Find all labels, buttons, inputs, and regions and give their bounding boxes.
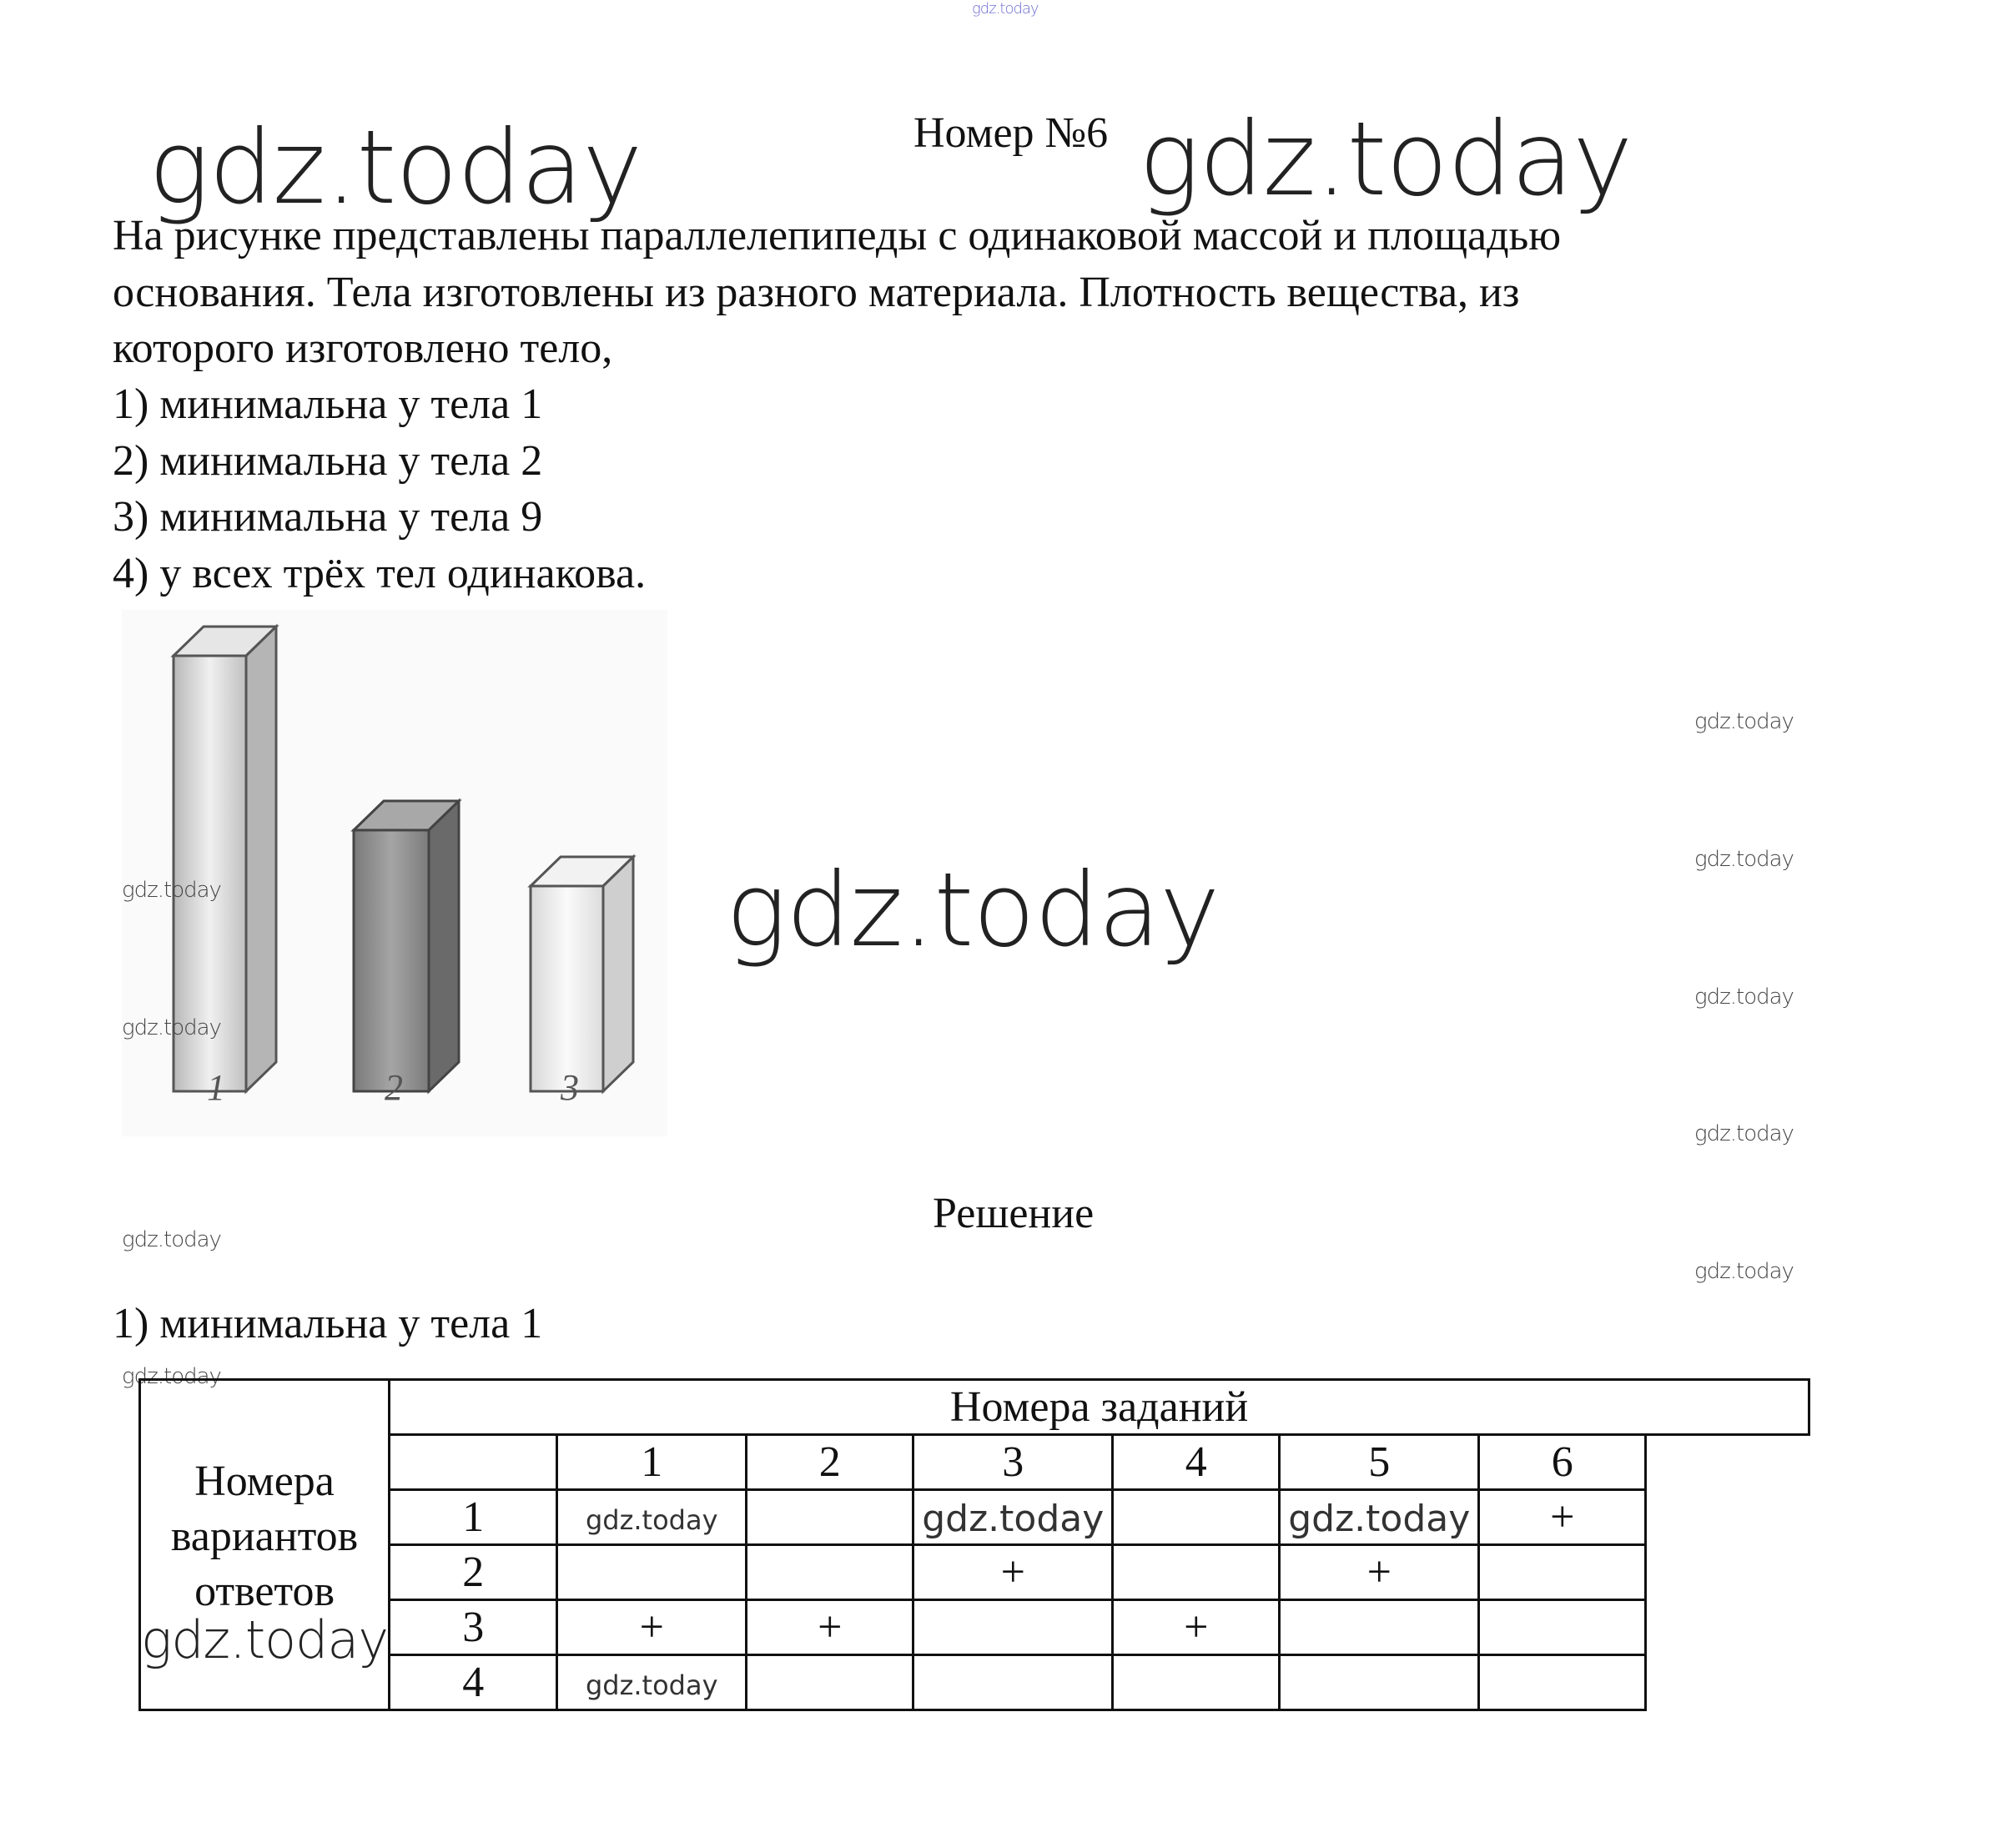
option-4: 4) у всех трёх тел одинакова. xyxy=(113,550,647,597)
watermark: gdz.today xyxy=(1288,1498,1471,1540)
table-cell xyxy=(1113,1490,1280,1545)
watermark: gdz.today xyxy=(1694,1259,1794,1284)
row-label: 3 xyxy=(390,1600,557,1655)
table-cell xyxy=(557,1655,747,1710)
table-cell xyxy=(1280,1490,1479,1545)
option-3: 3) минимальна у тела 9 xyxy=(113,493,543,541)
option-1: 1) минимальна у тела 1 xyxy=(113,380,543,428)
row-header xyxy=(140,1380,390,1710)
row-label: 2 xyxy=(390,1545,557,1600)
watermark: gdz.today xyxy=(122,1015,221,1040)
problem-line: которого изготовлено тело, xyxy=(113,325,613,372)
row-label: 4 xyxy=(390,1655,557,1710)
column-header: 6 xyxy=(1479,1435,1646,1490)
row-header-line: Номера xyxy=(194,1457,335,1505)
table-cell xyxy=(1479,1545,1646,1600)
table-cell: + xyxy=(913,1545,1113,1600)
body-label-2: 2 xyxy=(385,1067,403,1108)
column-header: 5 xyxy=(1280,1435,1479,1490)
table-row xyxy=(140,1490,1809,1545)
watermark: gdz.today xyxy=(122,1364,221,1389)
watermark: gdz.today xyxy=(1694,709,1794,734)
column-header: 1 xyxy=(557,1435,747,1490)
column-header: 3 xyxy=(913,1435,1113,1490)
table-cell xyxy=(1479,1655,1646,1710)
watermark: gdz.today xyxy=(922,1498,1105,1540)
parallelepipeds-figure xyxy=(0,0,684,1151)
row-header-line: вариантов xyxy=(170,1512,359,1560)
row-header-line: ответов xyxy=(194,1567,335,1615)
watermark: gdz.today xyxy=(148,108,642,227)
table-cell: + xyxy=(557,1600,747,1655)
table-cell xyxy=(747,1545,913,1600)
watermark: gdz.today xyxy=(122,878,221,903)
watermark: gdz.today xyxy=(726,851,1220,969)
column-header: 4 xyxy=(1113,1435,1280,1490)
table-cell xyxy=(747,1490,913,1545)
answer-table xyxy=(138,1378,1810,1711)
body-2 xyxy=(354,801,459,1091)
table-cell xyxy=(913,1655,1113,1710)
top-watermark: gdz.today xyxy=(972,0,1039,18)
body-label-1: 1 xyxy=(207,1067,225,1108)
table-cell xyxy=(1479,1600,1646,1655)
table-row xyxy=(140,1545,1809,1600)
watermark: gdz.today xyxy=(141,1609,389,1670)
corner-cell xyxy=(390,1435,557,1490)
column-header: 2 xyxy=(747,1435,913,1490)
watermark: gdz.today xyxy=(585,1504,718,1536)
watermark: gdz.today xyxy=(122,1227,221,1252)
table-cell: + xyxy=(1479,1490,1646,1545)
table-cell: + xyxy=(747,1600,913,1655)
table-cell xyxy=(1280,1655,1479,1710)
table-cell xyxy=(747,1655,913,1710)
page-title: Номер №6 xyxy=(913,109,1109,157)
solution-answer: 1) минимальна у тела 1 xyxy=(113,1300,543,1347)
table-cell xyxy=(1113,1545,1280,1600)
row-label: 1 xyxy=(390,1490,557,1545)
table-cell xyxy=(1113,1655,1280,1710)
table-cell xyxy=(913,1600,1113,1655)
table-row xyxy=(140,1600,1809,1655)
watermark: gdz.today xyxy=(1694,847,1794,872)
table-cell: + xyxy=(1113,1600,1280,1655)
problem-line: На рисунке представлены параллелепипеды с одинаковой массой и площадью xyxy=(113,212,1562,259)
table-cell: + xyxy=(1280,1545,1479,1600)
watermark: gdz.today xyxy=(1139,100,1633,219)
table-cell xyxy=(557,1545,747,1600)
table-cell xyxy=(913,1490,1113,1545)
option-2: 2) минимальна у тела 2 xyxy=(113,437,543,485)
watermark: gdz.today xyxy=(1694,1121,1794,1146)
watermark: gdz.today xyxy=(1694,984,1794,1010)
column-group-header: Номера заданий xyxy=(390,1380,1809,1435)
problem-line: основания. Тела изготовлены из разного материала. Плотность вещества, из xyxy=(113,269,1520,316)
table-row xyxy=(140,1655,1809,1710)
body-label-3: 3 xyxy=(561,1067,579,1108)
table-cell xyxy=(1280,1600,1479,1655)
solution-heading: Решение xyxy=(933,1190,1095,1237)
watermark: gdz.today xyxy=(585,1669,718,1701)
table-cell xyxy=(557,1490,747,1545)
body-3 xyxy=(531,857,633,1091)
